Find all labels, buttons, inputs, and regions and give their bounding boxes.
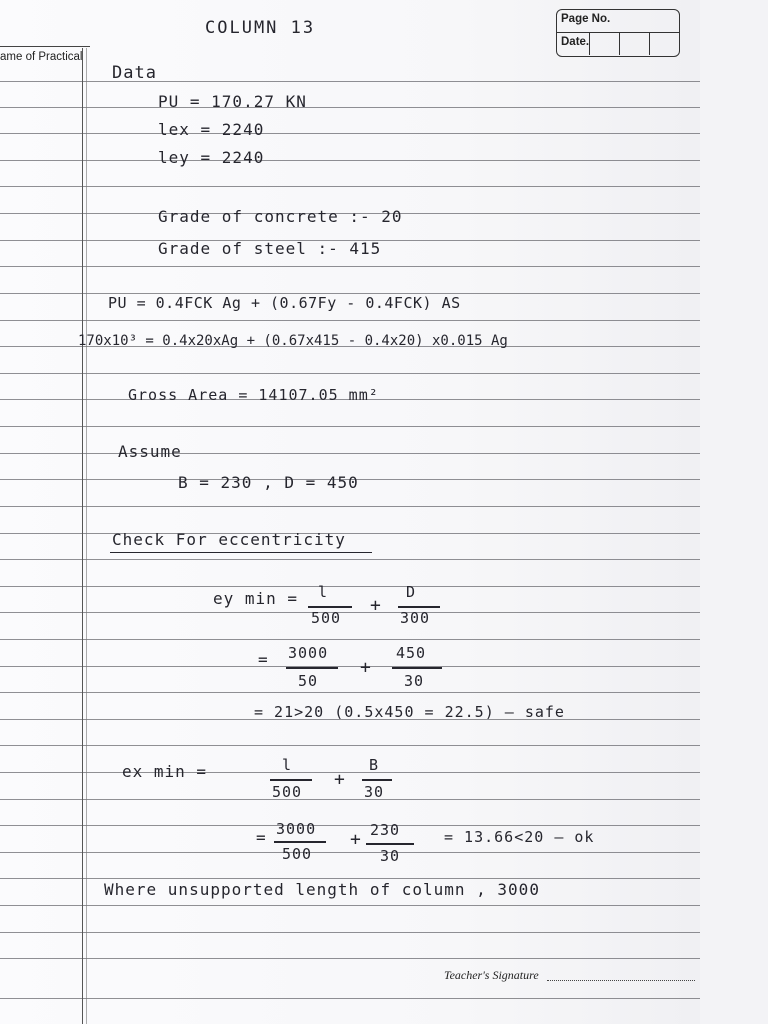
ruled-line xyxy=(0,266,700,267)
ex-denominator-30: 30 xyxy=(364,783,385,801)
fraction-bar xyxy=(286,667,338,669)
ruled-line xyxy=(0,745,700,746)
ex-30: 30 xyxy=(380,847,401,865)
ruled-line xyxy=(0,320,700,321)
ruled-line xyxy=(0,692,700,693)
ruled-line xyxy=(0,133,700,134)
fraction-bar xyxy=(398,606,440,608)
unsupported-length-note: Where unsupported length of column , 3000 xyxy=(104,880,540,899)
plus-sign: + xyxy=(350,829,362,850)
equals-sign: = xyxy=(258,650,269,669)
margin-line xyxy=(86,48,87,1024)
ruled-line xyxy=(0,533,700,534)
assumed-dimensions: B = 230 , D = 450 xyxy=(178,473,359,492)
ey-numerator-l: l xyxy=(318,583,329,601)
steel-grade: Grade of steel :- 415 xyxy=(158,239,382,258)
ey-3000: 3000 xyxy=(288,644,329,662)
design-formula: PU = 0.4FCK Ag + (0.67Fy - 0.4FCK) AS xyxy=(108,294,461,312)
ex-numerator-b: B xyxy=(369,756,380,774)
ruled-line xyxy=(0,373,700,374)
ruled-line xyxy=(0,932,700,933)
ruled-line xyxy=(0,639,700,640)
fraction-bar xyxy=(392,667,442,669)
ex-230: 230 xyxy=(370,821,401,839)
ruled-line xyxy=(0,186,700,187)
date-cell-divider xyxy=(589,33,590,55)
page-title: COLUMN 13 xyxy=(205,18,316,38)
signature-line xyxy=(547,980,695,981)
ruled-line xyxy=(0,878,700,879)
ruled-line xyxy=(0,506,700,507)
gross-area-result: Gross Area = 14107.05 mm² xyxy=(128,386,379,404)
fraction-bar xyxy=(270,779,312,781)
ruled-line xyxy=(0,825,700,826)
assume-heading: Assume xyxy=(118,442,182,461)
eccentricity-heading: Check For eccentricity xyxy=(112,530,346,549)
practical-label: ame of Practical xyxy=(0,51,83,63)
ey-result: = 21>20 (0.5x450 = 22.5) — safe xyxy=(254,703,565,721)
plus-sign: + xyxy=(334,769,346,790)
substituted-equation: 170x10³ = 0.4x20xAg + (0.67x415 - 0.4x20) x0.015 Ag xyxy=(78,333,508,349)
ex-500: 500 xyxy=(282,845,313,863)
ey-denominator-300: 300 xyxy=(400,609,431,627)
ex-numerator-l: l xyxy=(282,756,293,774)
ex-result: = 13.66<20 — ok xyxy=(444,828,595,846)
ey-50: 50 xyxy=(298,672,319,690)
fraction-bar xyxy=(274,841,326,843)
ruled-line xyxy=(0,453,700,454)
ey-numerator-d: D xyxy=(406,583,417,601)
teacher-signature-label: Teacher's Signature xyxy=(444,968,539,982)
ex-min-label: ex min = xyxy=(122,762,208,781)
ey-denominator-500: 500 xyxy=(311,609,342,627)
date-label: Date. xyxy=(561,36,590,48)
lex-value: lex = 2240 xyxy=(158,120,265,139)
ruled-line xyxy=(0,852,700,853)
ruled-line xyxy=(0,107,700,108)
plus-sign: + xyxy=(360,657,372,678)
ey-min-label: ey min = xyxy=(213,589,299,608)
ruled-line xyxy=(0,958,700,959)
ruled-line xyxy=(0,998,700,999)
ex-3000: 3000 xyxy=(276,820,317,838)
fraction-bar xyxy=(366,843,414,845)
header-rule xyxy=(0,46,90,47)
plus-sign: + xyxy=(370,595,382,616)
ruled-line xyxy=(0,612,700,613)
ex-denominator-500: 500 xyxy=(272,783,303,801)
ruled-line xyxy=(0,772,700,773)
heading-underline xyxy=(110,552,372,553)
ruled-line xyxy=(0,905,700,906)
fraction-bar xyxy=(308,606,352,608)
ruled-line xyxy=(0,160,700,161)
ruled-line xyxy=(0,559,700,560)
fraction-bar xyxy=(362,779,392,781)
page-no-label: Page No. xyxy=(561,13,611,25)
page-no-row xyxy=(557,10,679,33)
concrete-grade: Grade of concrete :- 20 xyxy=(158,207,403,226)
ey-30: 30 xyxy=(404,672,425,690)
ruled-line xyxy=(0,799,700,800)
equals-sign: = xyxy=(256,828,267,847)
date-cell-divider xyxy=(649,33,650,55)
ruled-line xyxy=(0,666,700,667)
ruled-line xyxy=(0,586,700,587)
ruled-line xyxy=(0,81,700,82)
ley-value: ley = 2240 xyxy=(158,148,265,167)
date-cell-divider xyxy=(619,33,620,55)
ey-450: 450 xyxy=(396,644,427,662)
ruled-line xyxy=(0,426,700,427)
page-edge-shade xyxy=(700,0,768,1024)
page-number-box xyxy=(556,9,680,57)
data-heading: Data xyxy=(112,63,157,83)
margin-line xyxy=(82,48,83,1024)
pu-value: PU = 170.27 KN xyxy=(158,92,307,111)
